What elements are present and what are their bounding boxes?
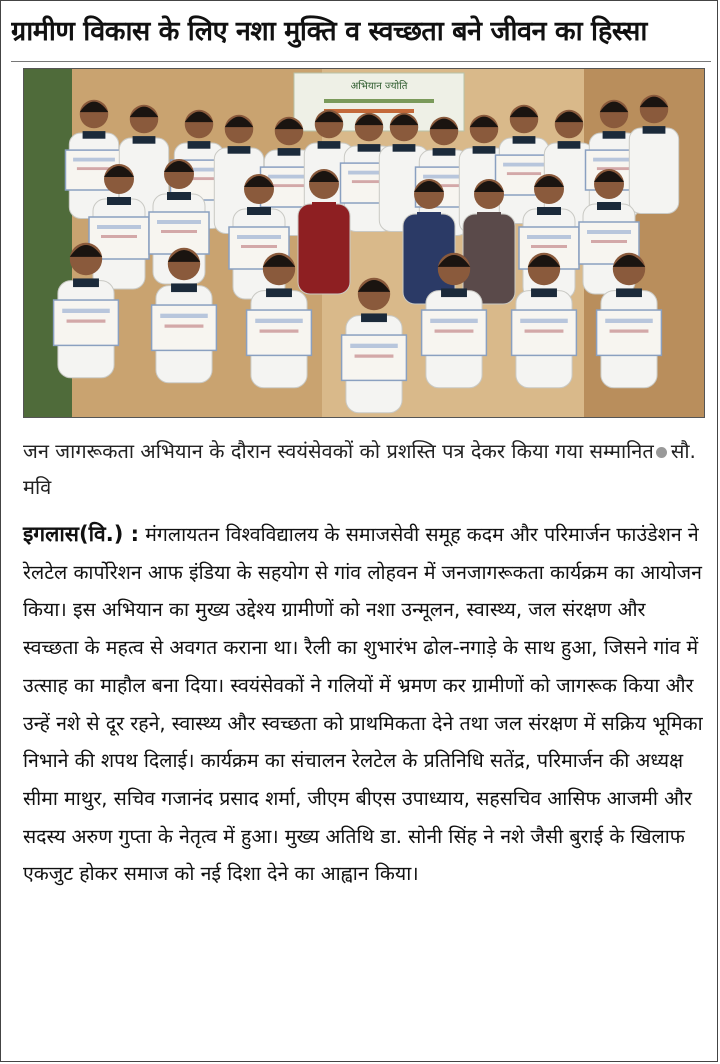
person-collar: [188, 141, 211, 149]
person-collar: [531, 288, 557, 297]
certificate: [342, 335, 407, 380]
person-collar: [358, 144, 381, 152]
person-collar: [393, 144, 416, 152]
person-collar: [513, 136, 536, 144]
group-photo: [24, 69, 704, 417]
person-collar: [318, 141, 341, 149]
person-body: [298, 204, 350, 294]
person-collar: [616, 288, 642, 297]
headline: ग्रामीण विकास के लिए नशा मुक्ति व स्वच्छता बने जीवन का हिस्सा: [11, 16, 647, 47]
person-collar: [473, 146, 496, 154]
article-text: मंगलायतन विश्वविद्यालय के समाजसेवी समूह कदम और परिमार्जन फाउंडेशन ने रेलटेल कार्पोरेशन आफ इंडिया के सहयोग से गांव लोहवन में जनजागरूकता कार्यक्रम का आयोजन किया। इस अभियान का मुख्य उद्देश्य ग्रामीणों को नशा उन्मूलन, स्वास्थ्य, जल संरक्षण और स्वच्छता के महत्व से अवगत कराना था। रैली का शुभारंभ ढोल-नगाड़े के साथ हुआ, जिसने गांव में उत्साह का माहौल बना दिया। स्वयंसेवकों ने गलियों में भ्रमण कर ग्रामीणों को जागरूक किया और उन्हें नशे से दूर रहने, स्वास्थ्य और स्वच्छता को प्राथमिकता देने तथा जल संरक्षण में सक्रिय भूमिका निभाने की शपथ दिलाई। कार्यक्रम का संचालन रेलटेल के प्रतिनिधि सतेंद्र, परिमार्जन की अध्यक्ष सीमा माथुर, सचिव गजानंद प्रसाद शर्मा, जीएम बीएस उपाध्याय, सहसचिव आसिफ आजमी और सदस्य अरुण गुप्ता के नेतृत्व में हुआ। मुख्य अतिथि डा. सोनी सिंह ने नशे जैसी बुराई के खिलाफ एकजुट होकर समाज को नई दिशा देने का आह्वान किया।: [23, 523, 703, 886]
person-collar: [312, 202, 336, 210]
person-collar: [171, 283, 197, 292]
person-collar: [133, 136, 156, 144]
person-collar: [558, 141, 581, 149]
photo-caption: [23, 433, 713, 505]
person-collar: [266, 288, 292, 297]
caption-credit: सौ. मवि: [23, 439, 696, 499]
person-body: [629, 128, 678, 214]
photo-banner-text: अभियान ज्योति: [350, 81, 408, 92]
person-collar: [247, 207, 271, 215]
person-collar: [433, 148, 456, 156]
person-collar: [597, 202, 621, 210]
person-collar: [107, 197, 131, 205]
person-collar: [441, 288, 467, 297]
person-collar: [477, 212, 501, 220]
person-collar: [228, 146, 251, 154]
person-collar: [643, 126, 666, 134]
person-collar: [278, 148, 301, 156]
credit-bullet-icon: [656, 447, 667, 458]
caption-text: जन जागरूकता अभियान के दौरान स्वयंसेवकों को प्रशस्ति पत्र देकर किया गया सम्मानित: [23, 439, 654, 463]
person-collar: [167, 192, 191, 200]
person-collar: [361, 313, 387, 322]
person-collar: [603, 131, 626, 139]
headline-rule: [11, 61, 711, 62]
article-dateline: इगलास(वि.) :: [23, 522, 140, 546]
person-collar: [83, 131, 106, 139]
article-body: [23, 516, 703, 893]
news-photo: [23, 68, 705, 418]
person-collar: [73, 278, 99, 287]
person-collar: [417, 212, 441, 220]
person-collar: [537, 207, 561, 215]
